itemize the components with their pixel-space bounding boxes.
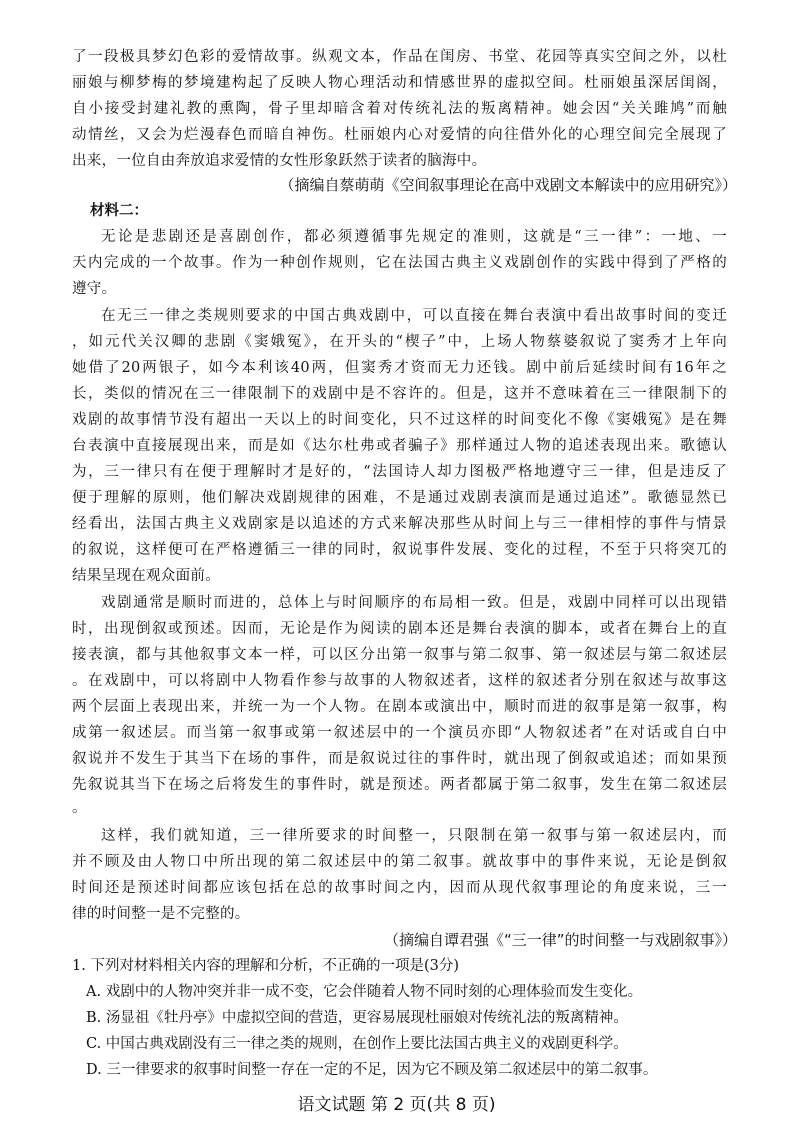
text-line: 长，类似的情况在三一律限制下的戏剧中是不容许的。但是，这并不意味着在三一律限制下的 — [72, 386, 727, 402]
text-line: 。在戏剧中，可以将剧中人物看作参与故事的人物叙述者，这样的叙述者分别在叙述与故事这 — [72, 673, 727, 689]
text-line: 叙说并不发生于其当下在场的事件，而是叙说过往的事件时，就出现了倒叙或追述；而如果预 — [72, 751, 727, 767]
text-line: 在无三一律之类规则要求的中国古典戏剧中，可以直接在舞台表演中看出故事时间的变迁 — [101, 308, 727, 324]
text-line: 律的时间整一是不完整的。 — [72, 906, 250, 922]
text-line: 她借了20两银子，如今本利该40两，但窦秀才资而无力还钱。剧中前后延续时间有16年之 — [72, 360, 727, 376]
option-c: C. 中国古典戏剧没有三一律之类的规则，在创作上要比法国古典主义的戏剧更科学。 — [86, 1036, 628, 1052]
text-line: 动情丝，又会为烂漫春色而暗自神伤。杜丽娘内心对爱情的向往借外化的心理空间完全展现了 — [72, 127, 727, 143]
text-line: 了一段极具梦幻色彩的爱情故事。纵观文本，作品在闺房、书堂、花园等真实空间之外，以杜 — [72, 49, 727, 65]
text-line: 便于理解的原则，他们解决戏剧规律的困难，不是通过戏剧表演而是通过追述”。歌德显然已 — [72, 490, 727, 506]
text-line: 经看出，法国古典主义戏剧家是以追述的方式来解决那些从时间上与三一律相悖的事件与情景 — [72, 516, 727, 532]
text-line: 两个层面上表现出来，并统一为一个人物。在剧本或演出中，顺时而进的叙事是第一叙事，构 — [72, 699, 727, 715]
text-line: 自小接受封建礼教的熏陶，骨子里却暗含着对传统礼法的叛离精神。她会因“关关雎鸠”而触 — [72, 101, 727, 117]
option-d: D. 三一律要求的叙事时间整一存在一定的不足，因为它不顾及第二叙述层中的第二叙事。 — [86, 1062, 658, 1078]
text-line: ，如元代关汉卿的悲剧《窦娥冤》，在开头的“楔子”中，上场人物蔡婆叙说了窦秀才上年向 — [72, 334, 727, 350]
material2-heading: 材料二： — [90, 202, 148, 219]
option-a: A. 戏剧中的人物冲突并非一成不变，它会伴随着人物不同时刻的心理体验而发生变化。 — [86, 984, 643, 1000]
text-line: 的叙说，这样便可在严格遵循三一律的同时，叙说事件发展、变化的过程，不至于只将突兀的 — [72, 542, 727, 558]
text-line: 这样，我们就知道，三一律所要求的时间整一，只限制在第一叙事与第一叙述层内，而 — [101, 828, 727, 844]
text-line: 。 — [72, 800, 87, 816]
option-b: B. 汤显祖《牡丹亭》中虚拟空间的营造，更容易展现杜丽娘对传统礼法的叛离精神。 — [86, 1010, 628, 1026]
text-line: 台表演中直接展现出来，而是如《达尔杜弗或者骗子》那样通过人物的追述表现出来。歌德认 — [72, 438, 727, 454]
text-line: 时，出现倒叙或预述。因而，无论是作为阅读的剧本还是舞台表演的脚本，或者在舞台上的直 — [72, 621, 727, 637]
text-line: 成第一叙述层。而当第一叙事或第一叙述层中的一个演员亦即“人物叙述者”在对话或自白中 — [72, 725, 727, 741]
material2-source: （摘编自谭君强《“三一律”的时间整一与戏剧叙事》） — [383, 931, 737, 949]
text-line: 天内完成的一个故事。作为一种创作规则，它在法国古典主义戏剧创作的实践中得到了严格的 — [72, 255, 727, 271]
text-line: 先叙说其当下在场之后将发生的事件时，就是预述。两者都属于第二叙事，发生在第二叙述层 — [72, 777, 727, 793]
text-line: 戏剧通常是顺时而进的，总体上与时间顺序的布局相一致。但是，戏剧中同样可以出现错 — [101, 595, 727, 611]
text-line: 无论是悲剧还是喜剧创作，都必须遵循事先规定的准则，这就是“三一律”：一地、一 — [101, 229, 727, 245]
text-line: 时间还是预述时间都应该包括在总的故事时间之内，因而从现代叙事理论的角度来说，三一 — [72, 880, 727, 896]
text-line: 丽娘与柳梦梅的梦境建构起了反映人物心理活动和情感世界的虚拟空间。杜丽娘虽深居闺阁， — [72, 75, 727, 91]
text-line: 遵守。 — [72, 281, 117, 297]
text-line: 接表演，都与其他叙事文本一样，可以区分出第一叙事与第二叙事、第一叙述层与第二叙述层 — [72, 647, 727, 663]
text-line: 戏剧的故事情节没有超出一天以上的时间变化，只不过这样的时间变化不像《窦娥冤》是在舞 — [72, 412, 727, 428]
text-line: 结果呈现在观众面前。 — [72, 568, 220, 584]
page-footer: 语文试题 第 2 页(共 8 页) — [297, 1095, 496, 1115]
text-line: 为，三一律只有在便于理解时才是好的，“法国诗人却力图极严格地遵守三一律，但是违反了 — [72, 464, 727, 480]
material1-source: （摘编自蔡萌萌《空间叙事理论在高中戏剧文本解读中的应用研究》） — [279, 176, 737, 194]
text-line: 出来，一位自由奔放追求爱情的女性形象跃然于读者的脑海中。 — [72, 153, 487, 169]
question-stem: 1. 下列对材料相关内容的理解和分析，不正确的一项是(3分) — [72, 958, 459, 974]
text-line: 并不顾及由人物口中所出现的第二叙述层中的第二叙事。就故事中的事件来说，无论是倒叙 — [72, 854, 727, 870]
